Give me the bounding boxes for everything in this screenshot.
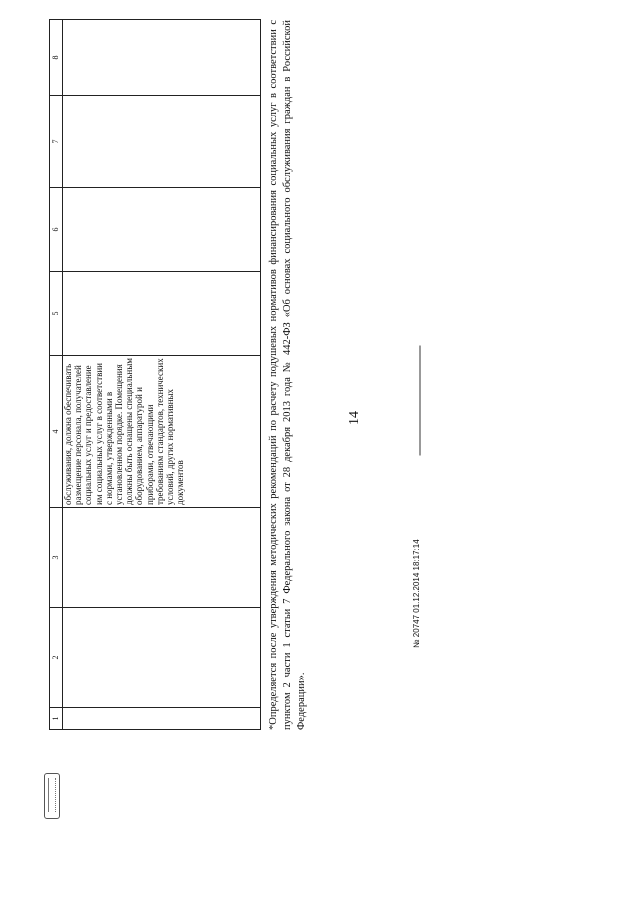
col-header-6: 6 — [50, 188, 63, 272]
cell-6 — [63, 188, 261, 272]
rotated-content — [49, 20, 307, 730]
cell-4-requirements: обслуживания, должна обеспечивать размещение персонала, получателей социальных услуг и предоставление им социальных услуг в соответствии с нормами, утвержденными в установленном порядке. Помещения должны быть оснащены специальным оборудованием, аппаратурой и приборами, отвечающими требованиям стандартов, технических условий, других нормативных документов — [63, 356, 261, 508]
col-header-1: 1 — [50, 708, 63, 730]
cell-8 — [63, 20, 261, 96]
registration-stamp: № 20747 01.12.2014 18:17:14 — [412, 539, 421, 648]
col-header-2: 2 — [50, 608, 63, 708]
column-number-row — [50, 20, 63, 730]
separator-line — [420, 346, 421, 456]
col-header-5: 5 — [50, 272, 63, 356]
page-number: 14 — [347, 411, 362, 425]
footnote: *Определяется после утверждения методических рекомендаций по расчету подушевых нормативов финансирования социальных услуг в соответствии с пунктом 2 части 1 статьи 7 Федерального закона от 28 декабря 2013 года № 442-ФЗ «Об основах социального обслуживания граждан в Российской Федерации». — [268, 20, 307, 730]
col-header-4: 4 — [50, 356, 63, 508]
table-row — [63, 20, 261, 730]
col-header-3: 3 — [50, 508, 63, 608]
cell-2 — [63, 608, 261, 708]
cell-1 — [63, 708, 261, 730]
col-header-8: 8 — [50, 20, 63, 96]
cell-5 — [63, 272, 261, 356]
seal-icon — [44, 773, 60, 819]
cell-7 — [63, 96, 261, 188]
services-table — [49, 19, 261, 730]
cell-3 — [63, 508, 261, 608]
col-header-7: 7 — [50, 96, 63, 188]
